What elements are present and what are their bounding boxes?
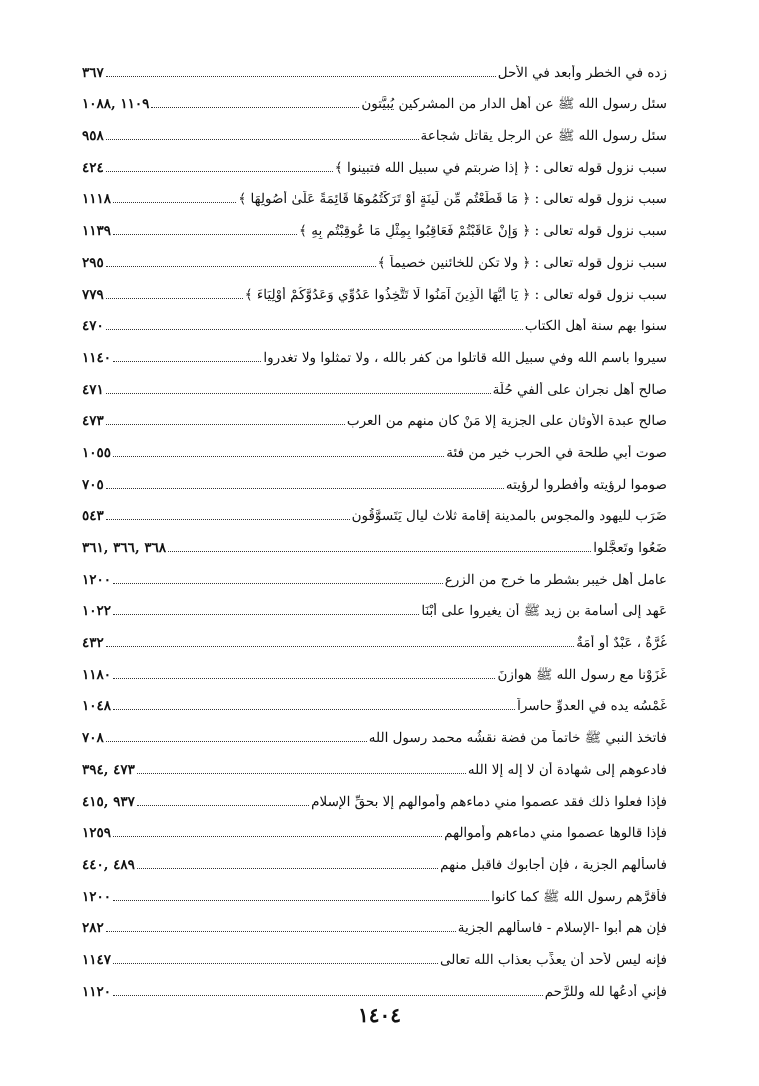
index-entry — [82, 720, 667, 752]
dot-leader — [113, 201, 236, 203]
index-entry — [82, 816, 667, 848]
dot-leader — [106, 518, 350, 520]
entry-text: غُرَّةٌ ، عَبْدٌ أو أَمَةٌ — [576, 635, 667, 652]
index-entry — [82, 942, 667, 974]
index-entry — [82, 847, 667, 879]
dot-leader — [106, 930, 456, 932]
entry-page-numbers: ٧٧٩ — [82, 286, 104, 303]
dot-leader — [106, 75, 496, 77]
entry-page-numbers: ٧٠٥ — [82, 476, 104, 493]
index-entry — [82, 625, 667, 657]
dot-leader — [106, 423, 345, 425]
dot-leader — [106, 138, 419, 140]
index-entry — [82, 435, 667, 467]
entry-page-numbers: ١١٤٠ — [82, 349, 112, 366]
index-entry — [82, 911, 667, 943]
entry-text: فإذا فعلوا ذلك فقد عصموا مني دماءهم وأموالهم إلا بحقِّ الإسلام — [311, 793, 667, 810]
entry-text: فاسألهم الجزية ، فإن أجابوك فاقبل منهم — [440, 856, 667, 873]
entry-text: صالح عبدة الأوثان على الجزية إلا مَنْ كان منهم من العرب — [346, 413, 667, 430]
entry-page-numbers: ١٢٥٩ — [82, 825, 112, 842]
entry-text: غَمْسُه يده في العدوِّ حاسراً — [517, 698, 667, 715]
dot-leader — [113, 994, 543, 996]
index-entry — [82, 752, 667, 784]
index-entry — [82, 340, 667, 372]
index-entry — [82, 499, 667, 531]
entry-text: ضَعُوا وتَعجَّلوا — [593, 540, 667, 556]
entry-text: سئل رسول الله ﷺ عن الرجل يقاتل شجاعة — [420, 128, 667, 145]
dot-leader — [113, 233, 297, 235]
entry-page-numbers: ٧٠٨ — [82, 730, 104, 747]
index-entry — [82, 150, 667, 182]
entry-page-numbers: ٣٦٨ ,٣٦٦ ,٣٦١ — [82, 540, 167, 556]
dot-leader — [113, 360, 261, 362]
entry-text: فادعوهم إلى شهادة أن لا إله إلا الله — [467, 761, 667, 778]
entry-page-numbers: ٤٧١ — [82, 381, 104, 398]
dot-leader — [113, 613, 419, 615]
entry-text: فاتخذ النبي ﷺ خاتماً من فضة نقشُه محمد رسول الله — [368, 730, 667, 747]
entry-page-numbers: ١٢٠٠ — [82, 571, 112, 588]
dot-leader — [106, 265, 376, 267]
dot-leader — [106, 297, 243, 299]
hadith-index-list — [82, 55, 667, 1006]
index-entry — [82, 562, 667, 594]
entry-page-numbers: ١١٤٧ — [82, 951, 112, 968]
dot-leader — [113, 455, 444, 457]
entry-page-numbers: ٣٦٧ — [82, 64, 104, 81]
entry-page-numbers: ١١٠٩ ,١٠٨٨ — [82, 96, 150, 113]
index-entry — [82, 467, 667, 499]
dot-leader — [113, 677, 495, 679]
page-number: ١٤٠٤ — [358, 1003, 401, 1027]
entry-page-numbers: ٤٣٢ — [82, 635, 104, 652]
index-entry — [82, 277, 667, 309]
dot-leader — [137, 772, 466, 774]
index-entry — [82, 245, 667, 277]
index-entry — [82, 784, 667, 816]
dot-leader — [106, 645, 574, 647]
entry-page-numbers: ١٢٠٠ — [82, 888, 112, 905]
entry-page-numbers: ٥٤٣ — [82, 508, 104, 525]
entry-text: سبب نزول قوله تعالى : ﴿ ولا تكن للخائنين خصيماً ﴾ — [377, 254, 667, 271]
entry-text: صوت أبي طلحة في الحرب خير من فئة — [446, 444, 667, 461]
entry-page-numbers: ١٠٤٨ — [82, 698, 112, 715]
index-entry — [82, 182, 667, 214]
entry-text: سنوا بهم سنة أهل الكتاب — [524, 318, 667, 335]
index-entry — [82, 55, 667, 87]
index-entry — [82, 689, 667, 721]
entry-page-numbers: ٢٨٢ — [82, 920, 104, 937]
index-entry — [82, 213, 667, 245]
entry-text: سبب نزول قوله تعالى : ﴿ يَا أَيُّهَا الَّذِينَ آمَنُوا لَا تَتَّخِذُوا عَدُوِّي وَعَدُوَّكُمْ أَوْلِيَاءَ ﴾ — [244, 286, 667, 303]
entry-page-numbers: ١٠٢٢ — [82, 603, 112, 620]
dot-leader — [106, 328, 523, 330]
index-entry — [82, 974, 667, 1006]
index-entry — [82, 879, 667, 911]
entry-text: صوموا لرؤيته وأفطروا لرؤيته — [505, 476, 667, 493]
index-entry — [82, 118, 667, 150]
entry-page-numbers: ٤٧٠ — [82, 318, 104, 335]
entry-text: فإن هم أبوا -الإسلام - فاسألهم الجزية — [457, 920, 667, 937]
entry-page-numbers: ٩٥٨ — [82, 128, 104, 145]
entry-text: عامل أهل خيبر بشطر ما خرج من الزرع — [444, 571, 667, 588]
entry-text: سبب نزول قوله تعالى : ﴿ إذا ضربتم في سبيل الله فتبينوا ﴾ — [334, 159, 667, 176]
index-entry — [82, 309, 667, 341]
dot-leader — [113, 835, 442, 837]
entry-text: عَهِد إلى أسامة بن زيد ﷺ أن يغيروا على أُبْنَا — [421, 603, 667, 620]
dot-leader — [113, 962, 438, 964]
index-entry — [82, 87, 667, 119]
entry-text: سبب نزول قوله تعالى : ﴿ مَا قَطَعْتُم مِّن لِّينَةٍ أَوْ تَرَكْتُمُوهَا قَائِمَةً عَلَىٰ أُصُولِهَا ﴾ — [238, 191, 667, 208]
entry-page-numbers: ١١٨٠ — [82, 666, 112, 683]
dot-leader — [113, 708, 515, 710]
entry-page-numbers: ٢٩٥ — [82, 254, 104, 271]
entry-text: غَزَوْنا مع رسول الله ﷺ هوازنَ — [497, 666, 667, 683]
entry-page-numbers: ٤٧٣ — [82, 413, 104, 430]
dot-leader — [106, 170, 333, 172]
entry-page-numbers: ٩٣٧ ,٤١٥ — [82, 793, 135, 810]
entry-text: فإنه ليس لأحد أن يعذِّب بعذاب الله تعالى — [440, 951, 667, 968]
entry-page-numbers: ٤٧٣ ,٣٩٤ — [82, 761, 135, 778]
entry-page-numbers: ١٠٥٥ — [82, 444, 112, 461]
dot-leader — [168, 550, 591, 552]
entry-page-numbers: ١١١٨ — [82, 191, 112, 208]
entry-text: صالح أهل نجران على ألفي حُلّة — [492, 381, 667, 398]
entry-text: سئل رسول الله ﷺ عن أهل الدار من المشركين يُبيَّتون — [361, 96, 667, 113]
index-entry — [82, 404, 667, 436]
entry-page-numbers: ٤٢٤ — [82, 159, 104, 176]
dot-leader — [137, 867, 438, 869]
entry-text: زده في الخطر وأبعد في الأحل — [497, 64, 667, 81]
dot-leader — [137, 804, 309, 806]
dot-leader — [106, 487, 504, 489]
entry-text: سبب نزول قوله تعالى : ﴿ وَإِنْ عَاقَبْتُمْ فَعَاقِبُوا بِمِثْلِ مَا عُوقِبْتُم بِهِ ﴾ — [299, 223, 667, 240]
dot-leader — [106, 392, 491, 394]
index-entry — [82, 372, 667, 404]
dot-leader — [151, 106, 359, 108]
entry-text: فإذا قالوها عصموا مني دماءهم وأموالهم — [444, 825, 667, 842]
index-entry — [82, 594, 667, 626]
entry-text: فإني أدعُها لله وللرَّحم — [544, 983, 667, 1000]
dot-leader — [106, 740, 367, 742]
index-entry — [82, 657, 667, 689]
dot-leader — [113, 899, 489, 901]
entry-page-numbers: ٤٨٩ ,٤٤٠ — [82, 856, 135, 873]
entry-text: سيروا باسم الله وفي سبيل الله قاتلوا من كفر بالله ، ولا تمثلوا ولا تغدروا — [263, 349, 667, 366]
entry-text: ضَرَب لليهود والمجوس بالمدينة إقامة ثلاث ليال يَتَسوَّقُون — [351, 508, 667, 525]
dot-leader — [113, 582, 443, 584]
entry-page-numbers: ١١٣٩ — [82, 223, 112, 240]
index-entry — [82, 530, 667, 562]
entry-page-numbers: ١١٢٠ — [82, 983, 112, 1000]
entry-text: فأقرَّهم رسول الله ﷺ كما كانوا — [491, 888, 667, 905]
